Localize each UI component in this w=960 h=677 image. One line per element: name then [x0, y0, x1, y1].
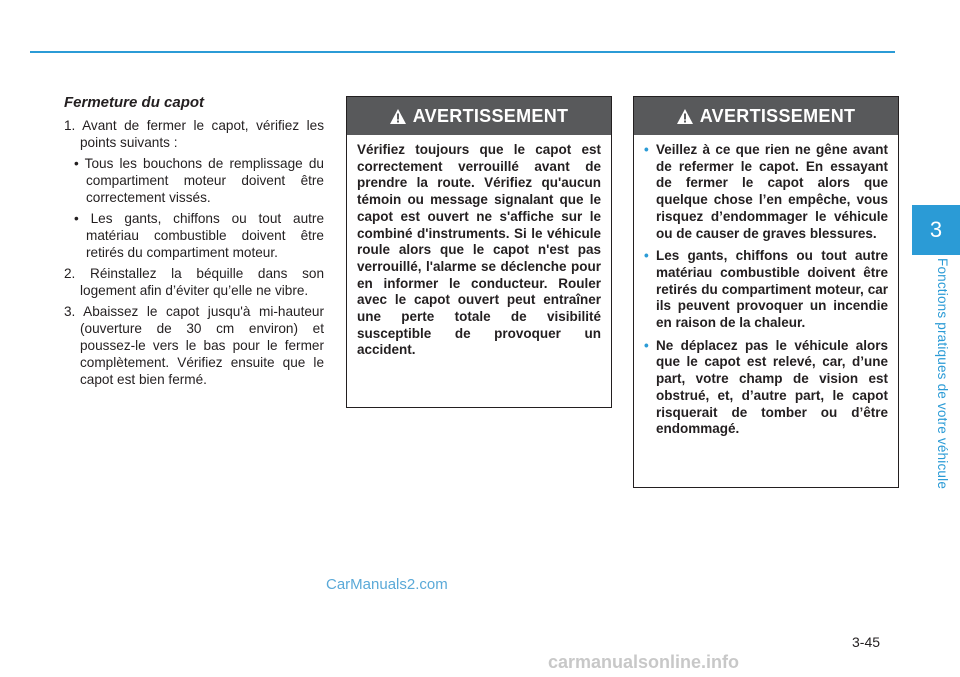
warning-box-2	[633, 96, 899, 488]
page-number: 3-45	[852, 634, 881, 650]
warning-triangle-icon	[390, 109, 406, 124]
warning-box-1	[346, 96, 612, 408]
chapter-title: Fonctions pratiques de votre véhicule	[935, 258, 950, 490]
bullet-dot: •	[644, 142, 649, 157]
warning-header-2	[634, 97, 898, 135]
chapter-number: 3	[929, 217, 943, 242]
warning-list	[644, 142, 888, 438]
warning-item-2: • Les gants, chiffons ou tout autre matériau combustible doivent être retirés du compartiment moteur, car ils peuvent provoquer un incendie en raison de la chaleur.	[644, 248, 888, 331]
watermark-bottom: carmanualsonline.info	[548, 652, 740, 672]
warning-item-1: • Veillez à ce que rien ne gêne avant de refermer le capot. En essayant de fermer le capot alors que quelque chose l’en empêche, vous risquez d’endommager le véhicule ou de causer de graves blessures.	[644, 142, 888, 241]
step-1-bullet-2: • Les gants, chiffons ou tout autre matériau combustible doivent être retirés du compartiment moteur.	[74, 211, 324, 260]
section-heading: Fermeture du capot	[64, 94, 205, 111]
warning-text-1: Vérifiez toujours que le capot est correctement verrouillé avant de prendre la route. Vérifiez qu'aucun témoin ou message signalant que le capot est ouvert ne s'affiche sur le combiné d'instruments. Si le véhicule roule alors que le capot n'est pas verrouillé, l'alarme se déclenche pour en informer le conducteur. Rouler avec le capot ouvert peut entraîner une perte totale de visibilité susceptible de provoquer un accident.	[357, 142, 601, 358]
warning-title-1: AVERTISSEMENT	[412, 105, 569, 126]
warning-title-2: AVERTISSEMENT	[699, 105, 856, 126]
step-3: 3. Abaissez le capot jusqu'à mi-hauteur (ouverture de 30 cm environ) et poussez-le vers le bas pour le fermer complètement. Vérifiez ensuite que le capot est bien fermé.	[64, 304, 324, 387]
bullet-dot: •	[644, 337, 649, 353]
step-1: 1. Avant de fermer le capot, vérifiez les points suivants :	[64, 118, 324, 150]
top-rule	[30, 51, 895, 53]
warning-triangle-icon	[677, 109, 693, 124]
step-2: 2. Réinstallez la béquille dans son logement afin d’éviter qu’elle ne vibre.	[64, 266, 324, 298]
watermark-top: CarManuals2.com	[326, 576, 448, 593]
warning-header-1	[347, 97, 611, 135]
procedure-column	[64, 94, 324, 392]
warning-body-2	[634, 135, 898, 452]
step-1-bullet-1: • Tous les bouchons de remplissage du compartiment moteur doivent être correctement vissés.	[74, 156, 324, 205]
chapter-tab	[912, 205, 960, 255]
bullet-dot: •	[644, 248, 649, 264]
warning-item-3: • Ne déplacez pas le véhicule alors que le capot est relevé, car, d’une part, votre champ de vision est obstrué, et, d’autre part, le capot risquerait de tomber ou d’être endommagé.	[644, 337, 888, 437]
